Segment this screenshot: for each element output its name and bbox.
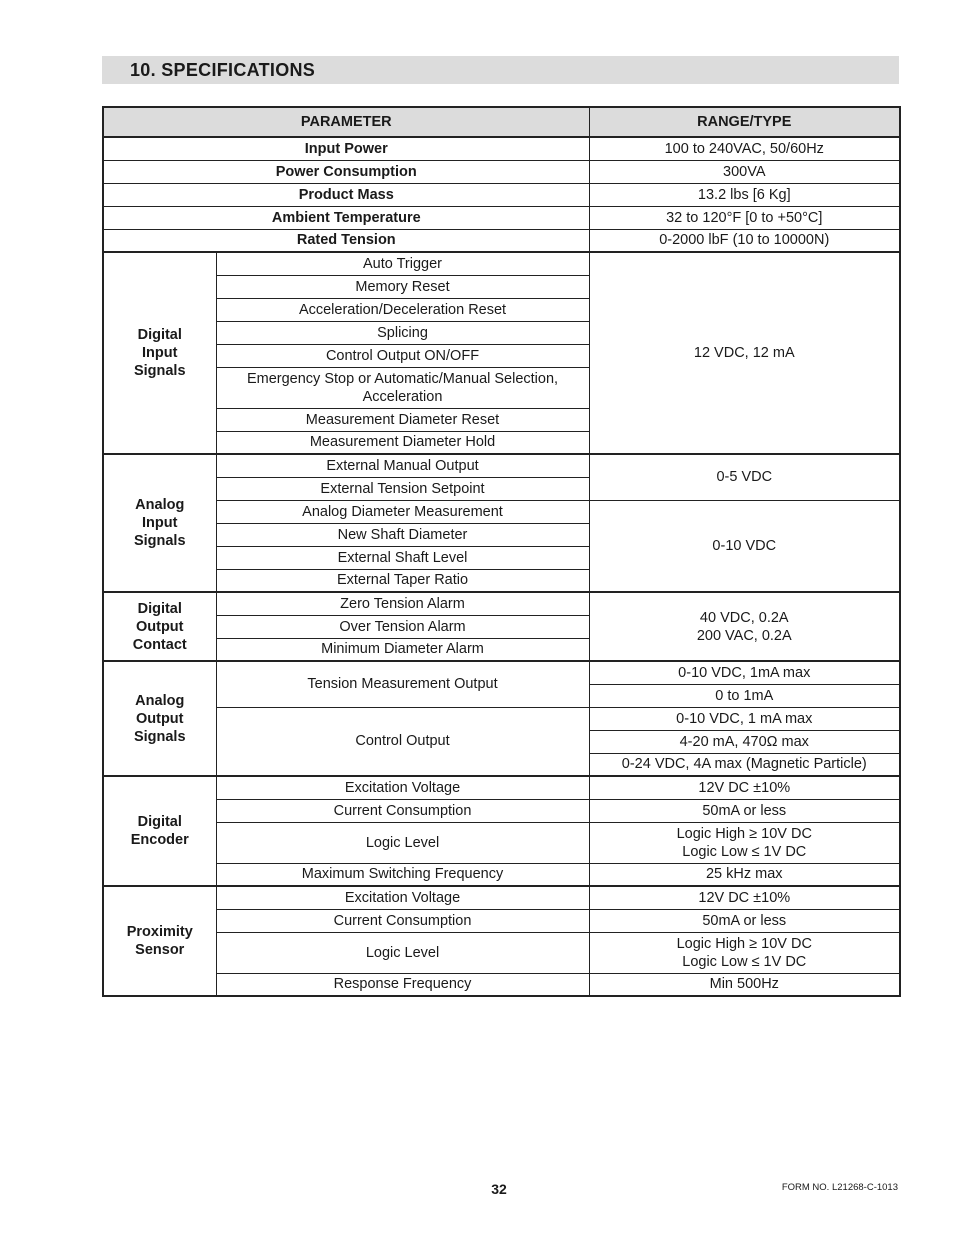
- table-row: [103, 799, 900, 822]
- header-parameter: PARAMETER: [103, 107, 589, 137]
- table-row: [103, 454, 900, 477]
- table-row: [103, 973, 900, 996]
- param-cell: Current Consumption: [216, 799, 589, 822]
- table-row: [103, 252, 900, 275]
- table-row: [103, 707, 900, 730]
- param-cell: Memory Reset: [216, 275, 589, 298]
- table-row: [103, 776, 900, 799]
- param-cell: External Shaft Level: [216, 546, 589, 569]
- value-cell: 0-2000 lbF (10 to 10000N): [589, 229, 900, 252]
- param-cell: Logic Level: [216, 932, 589, 973]
- param-cell: Tension Measurement Output: [216, 661, 589, 707]
- param-cell: External Taper Ratio: [216, 569, 589, 592]
- value-cell: 40 VDC, 0.2A 200 VAC, 0.2A: [589, 592, 900, 661]
- value-cell: 0-24 VDC, 4A max (Magnetic Particle): [589, 753, 900, 776]
- param-cell: External Manual Output: [216, 454, 589, 477]
- value-cell: 0-10 VDC, 1 mA max: [589, 707, 900, 730]
- group-analog-output: Analog Output Signals: [103, 661, 216, 776]
- table-row: [103, 661, 900, 684]
- param-cell: Control Output: [216, 707, 589, 776]
- param-cell: New Shaft Diameter: [216, 523, 589, 546]
- param-cell: Measurement Diameter Reset: [216, 408, 589, 431]
- param-cell: Maximum Switching Frequency: [216, 863, 589, 886]
- param-cell: Emergency Stop or Automatic/Manual Selection, Acceleration: [216, 367, 589, 408]
- group-proximity-sensor: Proximity Sensor: [103, 886, 216, 996]
- group-digital-output: Digital Output Contact: [103, 592, 216, 661]
- value-cell: 25 kHz max: [589, 863, 900, 886]
- param-cell: Zero Tension Alarm: [216, 592, 589, 615]
- param-cell: Control Output ON/OFF: [216, 344, 589, 367]
- param-cell: Splicing: [216, 321, 589, 344]
- group-analog-input: Analog Input Signals: [103, 454, 216, 592]
- value-cell: 0-10 VDC: [589, 500, 900, 592]
- param-cell: Response Frequency: [216, 973, 589, 996]
- param-cell: Input Power: [103, 137, 589, 160]
- param-cell: Minimum Diameter Alarm: [216, 638, 589, 661]
- value-cell: 4-20 mA, 470Ω max: [589, 730, 900, 753]
- table-row: [103, 206, 900, 229]
- param-cell: Auto Trigger: [216, 252, 589, 275]
- section-header: [102, 56, 899, 84]
- table-row: [103, 863, 900, 886]
- param-cell: Measurement Diameter Hold: [216, 431, 589, 454]
- table-row: [103, 909, 900, 932]
- value-cell: Min 500Hz: [589, 973, 900, 996]
- header-range-type: RANGE/TYPE: [589, 107, 900, 137]
- table-row: [103, 932, 900, 973]
- value-cell: 50mA or less: [589, 799, 900, 822]
- value-cell: 12V DC ±10%: [589, 776, 900, 799]
- table-row: [103, 822, 900, 863]
- param-cell: External Tension Setpoint: [216, 477, 589, 500]
- value-cell: 32 to 120°F [0 to +50°C]: [589, 206, 900, 229]
- value-cell: 13.2 lbs [6 Kg]: [589, 183, 900, 206]
- param-cell: Logic Level: [216, 822, 589, 863]
- form-number: FORM NO. L21268-C-1013: [781, 1182, 898, 1193]
- table-row: [103, 592, 900, 615]
- param-cell: Excitation Voltage: [216, 776, 589, 799]
- table-row: [103, 229, 900, 252]
- table-row: [103, 160, 900, 183]
- table-row: [103, 137, 900, 160]
- table-row: [103, 183, 900, 206]
- value-cell: 100 to 240VAC, 50/60Hz: [589, 137, 900, 160]
- param-cell: Power Consumption: [103, 160, 589, 183]
- param-cell: Product Mass: [103, 183, 589, 206]
- param-cell: Current Consumption: [216, 909, 589, 932]
- page-number: 32: [491, 1181, 507, 1197]
- param-cell: Ambient Temperature: [103, 206, 589, 229]
- group-digital-encoder: Digital Encoder: [103, 776, 216, 886]
- value-cell: 0 to 1mA: [589, 684, 900, 707]
- value-cell: 0-5 VDC: [589, 454, 900, 500]
- group-digital-input: Digital Input Signals: [103, 252, 216, 454]
- value-cell: 0-10 VDC, 1mA max: [589, 661, 900, 684]
- param-cell: Acceleration/Deceleration Reset: [216, 298, 589, 321]
- param-cell: Excitation Voltage: [216, 886, 589, 909]
- table-row: [103, 886, 900, 909]
- table-header-row: [103, 107, 900, 137]
- value-cell: 300VA: [589, 160, 900, 183]
- param-cell: Analog Diameter Measurement: [216, 500, 589, 523]
- section-title: 10. SPECIFICATIONS: [130, 60, 316, 80]
- param-cell: Rated Tension: [103, 229, 589, 252]
- specifications-table: [102, 106, 901, 997]
- value-cell: Logic High ≥ 10V DC Logic Low ≤ 1V DC: [589, 932, 900, 973]
- param-cell: Over Tension Alarm: [216, 615, 589, 638]
- value-cell: Logic High ≥ 10V DC Logic Low ≤ 1V DC: [589, 822, 900, 863]
- value-cell: 12V DC ±10%: [589, 886, 900, 909]
- value-cell: 12 VDC, 12 mA: [589, 252, 900, 454]
- table-row: [103, 500, 900, 523]
- value-cell: 50mA or less: [589, 909, 900, 932]
